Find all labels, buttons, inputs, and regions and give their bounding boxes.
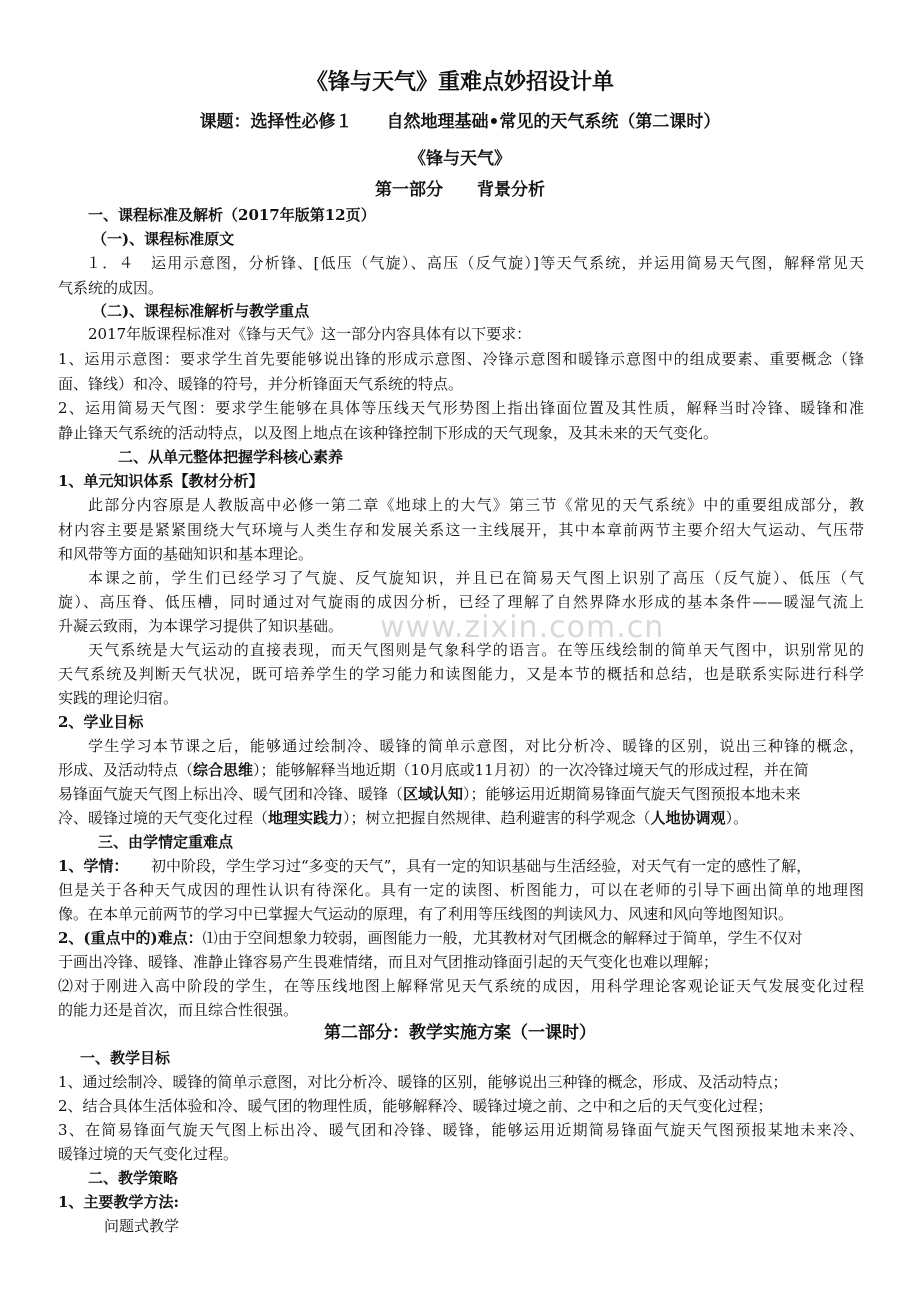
standard-text-line: １．４ 运用示意图，分析锋、[低压（气旋）、高压（反气旋）]等天气系统，并运用简易天气图，解释常见天 <box>86 254 864 272</box>
paragraph-line: 但是关于各种天气成因的理性认识有待深化。具有一定的读图、析图能力，可以在老师的引导下画出简单的地理图 <box>58 881 864 899</box>
text-run: ⑴由于空间想象力较弱，画图能力一般，尤其教材对气团概念的解释过于简单，学生不仅对 <box>202 929 803 947</box>
section-1a-heading: （一)、课程标准原文 <box>92 230 235 248</box>
paragraph-line: 材内容主要是紧紧围绕大气环境与人类生存和发展关系这一主线展开，其中本章前两节主要介绍大气运动、气压带 <box>58 521 864 539</box>
paragraph-line: ⑵对于刚进入高中阶段的学生，在等压线地图上解释常见天气系统的成因，用科学理论客观论证天气发展变化过程 <box>58 977 864 995</box>
method-item: 问题式教学 <box>104 1217 180 1235</box>
paragraph-line <box>58 781 864 807</box>
paragraph-line: 于画出冷锋、暖锋、准静止锋容易产生畏难情绪，而且对气团推动锋面引起的天气变化也难以理解； <box>58 953 719 971</box>
part-one-heading: 第一部分 背景分析 <box>375 180 545 200</box>
methods-heading: 1、主要教学方法: <box>58 1193 179 1211</box>
course-subtitle: 课题：选择性必修１ 自然地理基础•常见的天气系统（第二课时） <box>199 112 721 132</box>
paragraph-line: 学生学习本节课之后，能够通过绘制冷、暖锋的简单示意图，对比分析冷、暖锋的区别，说出三种锋的概念， <box>88 737 864 755</box>
section-2b-heading: 2、学业目标 <box>58 713 144 731</box>
paragraph-line: 像。在本单元前两节的学习中已掌握大气运动的原理，有了利用等压线图的判读风力、风速和风向等地图知识。 <box>58 905 794 923</box>
text-run: 易锋面气旋天气图上标出冷、暖气团和冷锋、暖锋（ <box>58 785 404 803</box>
paragraph-line: 面、锋线）和冷、暖锋的符号，并分析锋面天气系统的特点。 <box>58 375 464 393</box>
document-title: 《锋与天气》重难点妙招设计单 <box>305 69 614 95</box>
paragraph-line: 本课之前，学生们已经学习了气旋、反气旋知识，并且已在简易天气图上识别了高压（反气旋）、低压（气 <box>88 569 864 587</box>
paragraph-line: 和风带等方面的基础知识和基本理论。 <box>58 545 314 563</box>
teaching-goals-heading: 一、教学目标 <box>80 1049 171 1067</box>
paragraph-line <box>58 757 864 783</box>
paragraph-line <box>58 853 864 879</box>
text-run: ）；能够解释当地近期（10月底或11月初）的一次冷锋过境天气的形成过程，并在简 <box>253 761 809 779</box>
goal-item: 2、结合具体生活体验和冷、暖气团的物理性质，能够解释冷、暖锋过境之前、之中和之后的天气变化过程； <box>58 1097 773 1115</box>
goal-item: 1、通过绘制冷、暖锋的简单示意图，对比分析冷、暖锋的区别，能够说出三种锋的概念，形成、及活动特点； <box>58 1073 788 1091</box>
paragraph-line: 天气系统是大气运动的直接表现，而天气图则是气象科学的语言。在等压线绘制的简单天气图中，识别常见的 <box>88 641 864 659</box>
watermark: www.zixin.com.cn <box>380 610 665 645</box>
paragraph-line: 1、运用示意图：要求学生首先要能够说出锋的形成示意图、冷锋示意图和暖锋示意图中的组成要素、重要概念（锋 <box>58 350 864 368</box>
paragraph-line: 实践的理论归宿。 <box>58 689 179 707</box>
paragraph-line: 此部分内容原是人教版高中必修一第二章《地球上的大气》第三节《常见的天气系统》中的重要组成部分，教 <box>88 496 864 514</box>
section-1-heading: 一、课程标准及解析（2017年版第12页） <box>88 206 376 224</box>
section-3-heading: 三、由学情定重难点 <box>98 833 234 851</box>
key-competency: 综合思维 <box>193 761 254 779</box>
text-run: ）。 <box>725 809 749 827</box>
paragraph-line <box>58 805 864 831</box>
key-competency: 地理实践力 <box>268 809 344 827</box>
paragraph-line: 2017年版课程标准对《锋与天气》这一部分内容具体有以下要求： <box>88 325 532 343</box>
paragraph-line <box>58 925 864 951</box>
text-run: 初中阶段，学生学习过“多变的天气”，具有一定的知识基础与生活经验，对天气有一定的感性了解， <box>120 857 812 875</box>
paragraph-line: 天气系统及判断天气状况，既可培养学生的学习能力和读图能力，又是本节的概括和总结，也是联系实际进行科学 <box>58 665 864 683</box>
text-run: ）；能够运用近期简易锋面气旋天气图预报本地未来 <box>463 785 801 803</box>
paragraph-line: 2、运用简易天气图：要求学生能够在具体等压线天气形势图上指出锋面位置及其性质，解释当时冷锋、暖锋和准 <box>58 399 864 417</box>
paragraph-line: 静止锋天气系统的活动特点，以及图上地点在该种锋控制下形成的天气现象，及其未来的天气变化。 <box>58 424 719 442</box>
key-competency: 人地协调观 <box>650 809 726 827</box>
paragraph-line: 升凝云致雨，为本课学习提供了知识基础。 <box>58 617 344 635</box>
goal-item: 暖锋过境的天气变化过程。 <box>58 1145 239 1163</box>
topic-title: 《锋与天气》 <box>409 149 511 169</box>
paragraph-line: 旋）、高压脊、低压槽，同时通过对气旋雨的成因分析，已经了理解了自然界降水形成的基本条件——暖湿气流上 <box>58 593 864 611</box>
paragraph-line: 的能力还是首次，而且综合性很强。 <box>58 1001 299 1019</box>
part-two-heading: 第二部分：教学实施方案（一课时） <box>324 1023 596 1043</box>
goal-item: 3、在简易锋面气旋天气图上标出冷、暖气团和冷锋、暖锋，能够运用近期简易锋面气旋天气图预报某地未来冷、 <box>58 1121 864 1139</box>
label-run: 2、(重点中的)难点： <box>58 929 203 947</box>
key-competency: 区域认知 <box>403 785 464 803</box>
section-1b-heading: （二)、课程标准解析与教学重点 <box>92 302 310 320</box>
text-run: ）；树立把握自然规律、趋利避害的科学观念（ <box>343 809 651 827</box>
text-run: 形成、及活动特点（ <box>58 761 194 779</box>
section-2-heading: 二、从单元整体把握学科核心素养 <box>118 448 344 466</box>
standard-text-line: 气系统的成因。 <box>58 279 164 297</box>
label-run: 1、学情： <box>58 857 121 875</box>
teaching-strategy-heading: 二、教学策略 <box>88 1169 179 1187</box>
section-2a-heading: 1、单元知识体系【教材分析】 <box>58 472 264 490</box>
text-run: 冷、暖锋过境的天气变化过程（ <box>58 809 269 827</box>
